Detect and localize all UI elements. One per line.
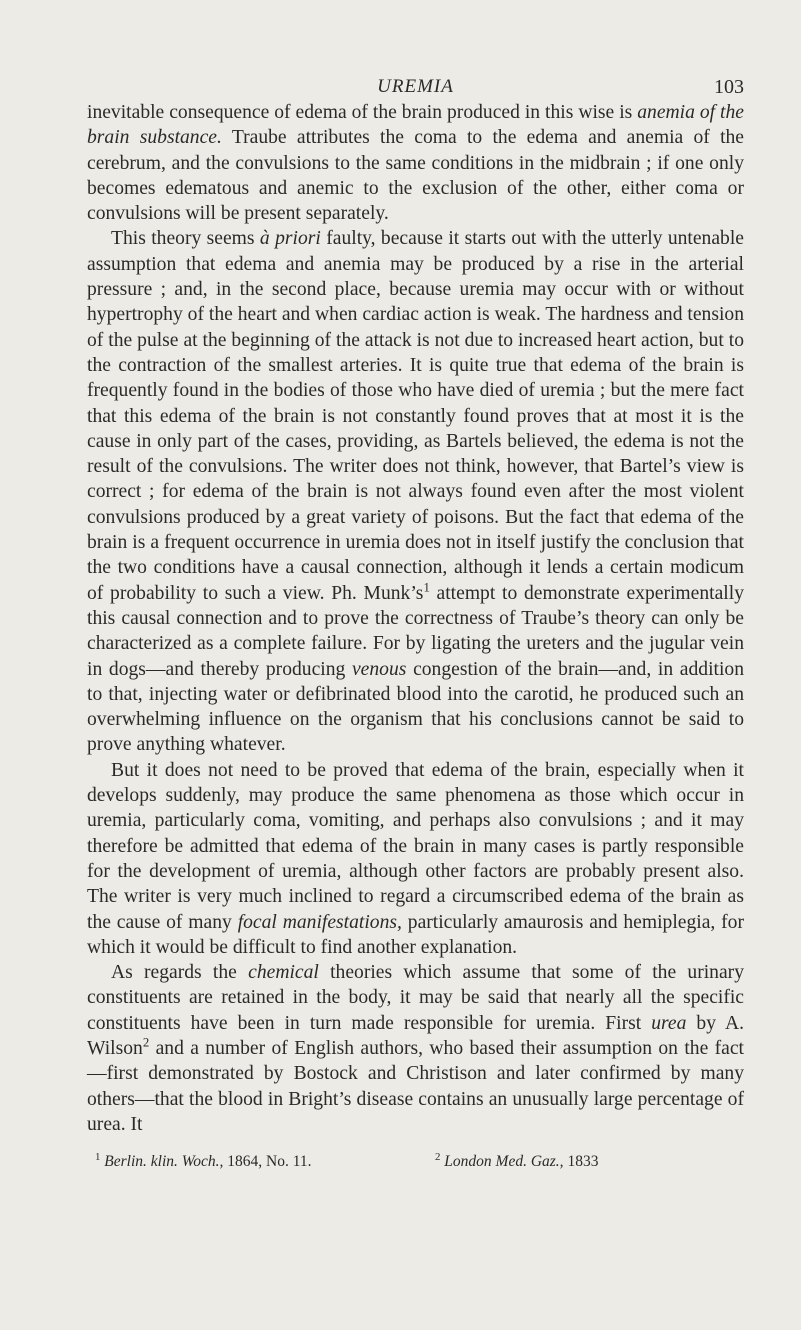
footnote-detail: 1864, No. 11. (223, 1153, 312, 1170)
text-run: congestion of the brain—and, in addition to that, injecting water or defibrinated blood into the carotid, he produced such an overwhelming influence on the organism that his conclusions cannot be said to prove anything whatever. (87, 658, 745, 756)
footnote-number: 2 (435, 1150, 441, 1163)
text-run: theories which assume that some of the urinary constituents are retained in the body, it may be said that nearly all the specific constituents have been in turn made responsible for uremia. First (87, 962, 745, 1034)
text-run: This theory seems (111, 228, 260, 250)
paragraph (87, 758, 744, 960)
body-text (87, 100, 744, 1137)
paragraph (87, 226, 744, 757)
italic-text: venous (351, 658, 407, 680)
footnote-marker: 2 (142, 1035, 150, 1050)
paragraph (87, 100, 744, 226)
italic-text: chemical (248, 962, 319, 984)
footnote-number: 1 (95, 1150, 101, 1163)
text-run: particularly amaurosis and hemiplegia, for which it would be difficult to find another explanation. (87, 911, 744, 958)
text-run: attempt to demonstrate experimentally this causal connection and to prove the correctness of Traube’s theory can only be characterized as a complete failure. For by ligating the ureters and the jugular vein in dogs—and thereby producing (87, 582, 744, 680)
text-run: inevitable consequence of edema of the brain produced in this wise is (87, 102, 638, 123)
text-run: Traube attributes the coma to the edema and anemia of the cerebrum, and the convulsions to the same conditions in the midbrain ; if one only becomes edematous and anemic to the exclusion of the other, either coma or convulsions will be present separately. (87, 127, 745, 225)
text-run: by A. Wilson (87, 1012, 744, 1059)
page-number: 103 (714, 76, 744, 98)
italic-text: à priori (259, 228, 321, 250)
footnote-marker: 1 (423, 580, 430, 595)
footnote-detail: 1833 (563, 1153, 599, 1170)
running-title: UREMIA (377, 76, 454, 97)
footnote (95, 1152, 312, 1172)
text-run: As regards the (111, 962, 249, 984)
italic-text: anemia of the brain substance. (87, 102, 744, 149)
footnote-source: Berlin. klin. Woch., (104, 1153, 224, 1170)
paragraph (87, 960, 744, 1137)
footnote-source: London Med. Gaz., (444, 1153, 564, 1170)
italic-text: urea (651, 1012, 687, 1034)
italic-text: focal manifestations, (237, 911, 402, 933)
text-run: But it does not need to be proved that edema of the brain, especially when it develops suddenly, may produce the same phenomena as those which occur in uremia, particularly coma, vomiting, and perhaps also convulsions ; and it may therefore be admitted that edema of the brain in many cases is partly responsible for the development of uremia, although other factors are probably present also. The writer is very much inclined to regard a circumscribed edema of the brain as the cause of many (87, 759, 744, 933)
text-run: and a number of English authors, who based their assumption on the fact—first demonstrated by Bostock and Christison and later confirmed by many others—that the blood in Bright’s disease contains an unusually large percentage of urea. It (87, 1037, 744, 1135)
text-run: faulty, because it starts out with the utterly untenable assumption that edema and anemia may be produced by a rise in the arterial pressure ; and, in the second place, because uremia may occur with or without hypertrophy of the heart and when cardiac action is weak. The hardness and tension of the pulse at the beginning of the attack is not due to increased heart action, but to the contraction of the smallest arteries. It is quite true that edema of the brain is frequently found in the bodies of those who have died of uremia ; but the mere fact that this edema of the brain is not constantly found proves that at most it is the cause in only part of the cases, providing, as Bartels believed, the edema is not the result of the convulsions. The writer does not think, however, that Bartel’s view is correct ; for edema of the brain is not always found even after the most violent convulsions produced by a great variety of poisons. But the fact that edema of the brain is a frequent occurrence in uremia does not in itself justify the conclusion that the two conditions have a causal connection, although it lends a certain modicum of probability to such a view. Ph. Munk’s (87, 228, 744, 604)
footnote (435, 1152, 598, 1172)
